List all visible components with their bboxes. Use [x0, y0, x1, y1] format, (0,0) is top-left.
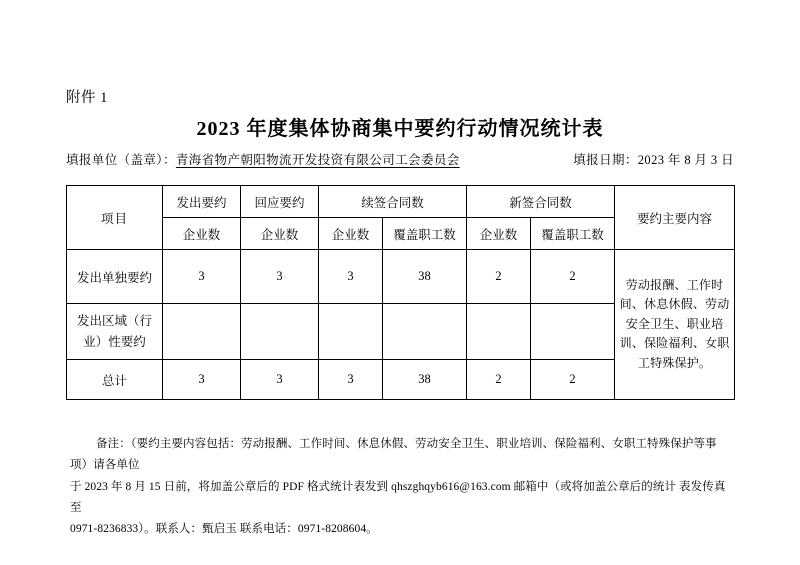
header-new-enterprises: 企业数 [467, 218, 531, 250]
cell-renew-enterprises-individual: 3 [319, 250, 383, 304]
cell-new-workers-regional [531, 304, 615, 360]
cell-renew-enterprises-total: 3 [319, 360, 383, 400]
row-label-total: 总计 [67, 360, 163, 400]
cell-renew-workers-total: 38 [383, 360, 467, 400]
header-new-workers: 覆盖职工数 [531, 218, 615, 250]
header-main-content: 要约主要内容 [615, 186, 735, 250]
filing-unit-label: 填报单位（盖章）： [66, 153, 176, 167]
notes-line-3: 0971-8236833）。联系人：甄启玉 联系电话：0971-8208604。 [70, 523, 378, 536]
cell-issued-regional [163, 304, 241, 360]
header-item: 项目 [67, 186, 163, 250]
cell-new-enterprises-total: 2 [467, 360, 531, 400]
table-header-row-1 [67, 186, 735, 218]
notes-block [70, 434, 734, 540]
row-label-individual-offer: 发出单独要约 [67, 250, 163, 304]
row-label-regional-offer [67, 304, 163, 360]
cell-issued-total: 3 [163, 360, 241, 400]
notes-line-2: 于 2023 年 8 月 15 日前，将加盖公章后的 PDF 格式统计表发到 qhszghqyb616@163.com 邮箱中（或将加盖公章后的统计 表发传真至 [70, 480, 726, 514]
notes-line-1-text: 备注：（要约主要内容包括：劳动报酬、工作时间、休息休假、劳动安全卫生、职业培训、保险福利、女职工特殊保护等事项）请各单位 [70, 438, 717, 472]
header-renewed-contracts: 续签合同数 [319, 186, 467, 218]
cell-responded-regional [241, 304, 319, 360]
cell-responded-total: 3 [241, 360, 319, 400]
meta-row [66, 150, 734, 168]
notes-line-1 [70, 434, 734, 477]
table-row [67, 250, 735, 304]
attachment-label: 附件 1 [66, 90, 108, 106]
filing-date: 填报日期：2023 年 8 月 3 日 [573, 153, 734, 167]
header-responded-offer-sub: 企业数 [241, 218, 319, 250]
cell-new-workers-total: 2 [531, 360, 615, 400]
cell-new-enterprises-regional [467, 304, 531, 360]
header-issued-offer-sub: 企业数 [163, 218, 241, 250]
row-label-regional-offer-line2: 业）性要约 [83, 334, 146, 349]
header-issued-offer: 发出要约 [163, 186, 241, 218]
header-renew-workers: 覆盖职工数 [383, 218, 467, 250]
filing-unit-value: 青海省物产朝阳物流开发投资有限公司工会委员会 [175, 153, 460, 167]
header-renew-enterprises: 企业数 [319, 218, 383, 250]
cell-issued-individual: 3 [163, 250, 241, 304]
filing-unit [66, 150, 460, 168]
header-responded-offer: 回应要约 [241, 186, 319, 218]
cell-renew-workers-regional [383, 304, 467, 360]
cell-main-content: 劳动报酬、工作时间、休息休假、劳动安全卫生、职业培训、保险福利、女职工特殊保护。 [615, 250, 735, 400]
page-title: 2023 年度集体协商集中要约行动情况统计表 [196, 118, 604, 140]
cell-renew-workers-individual: 38 [383, 250, 467, 304]
cell-new-enterprises-individual: 2 [467, 250, 531, 304]
statistics-table [66, 185, 735, 400]
cell-new-workers-individual: 2 [531, 250, 615, 304]
cell-responded-individual: 3 [241, 250, 319, 304]
row-label-regional-offer-line1: 发出区域（行 [76, 313, 152, 328]
cell-renew-enterprises-regional [319, 304, 383, 360]
header-new-contracts: 新签合同数 [467, 186, 615, 218]
